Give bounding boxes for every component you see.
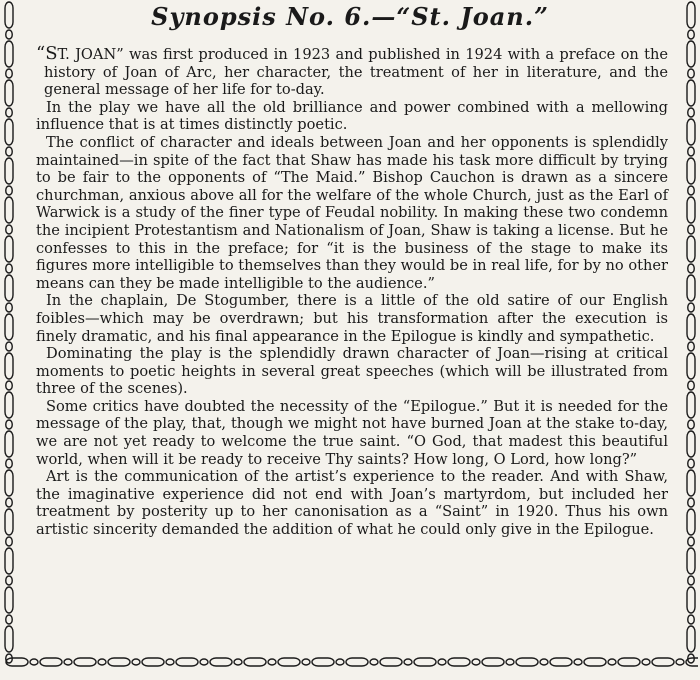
- paragraph: Some critics have doubted the necessity of the “Epilogue.” But it is needed for the message of the play, that, though we might not have burned Joan at the stake to-day, we are not yet ready to welcome the true saint. “O God, that madest this beautiful world, when will it be ready to receive Thy saints? How long, O Lord, how long?”: [36, 397, 668, 468]
- chain-border-right: [684, 0, 698, 668]
- drop-cap: “S: [36, 43, 58, 64]
- paragraph: The conflict of character and ideals between Joan and her opponents is splendidly maintained—in spite of the fact that Shaw has made his task more difficult by trying to be fair to the opponents of “The Maid.” Bishop Cauchon is drawn as a sincere churchman, anxious above all for the welfare of the whole Church, just as the Earl of Warwick is a study of the finer type of Feudal nobility. In making these two condemn the incipient Protestantism and Nationalism of Joan, Shaw is taking a license. But he confesses to this in the preface; for “it is the business of the stage to make its figures more intelligible to themselves than they would be in real life, for by no other means can they be made intelligible to the audience.”: [36, 133, 669, 292]
- paragraph: In the play we have all the old brilliance and power combined with a mellowing influence that is at times distinctly poetic.: [36, 98, 668, 134]
- paragraph: Dominating the play is the splendidly drawn character of Joan—rising at critical moments to poetic heights in several great speeches (which will be illustrated from three of the scenes).: [36, 345, 668, 398]
- page-title: Synopsis No. 6.—“St. Joan.”: [151, 2, 549, 31]
- paragraph: In the chaplain, De Stogumber, there is a little of the old satire of our English foibles—which may be overdrawn; but his transformation after the execution is finely dramatic, and his final appearance in the Epilogue is kindly and sympathetic.: [36, 292, 668, 345]
- paragraph: “ST. JOAN” was first produced in 1923 and published in 1924 with a preface on the history of Joan of Arc, her character, the treatment of her in literature, and the general message of her life for to-day.: [36, 43, 668, 99]
- chain-border-bottom: [2, 654, 698, 670]
- article-body: [36, 45, 668, 539]
- chain-border-left: [2, 0, 16, 668]
- paragraph: Art is the communication of the artist’s experience to the reader. And with Shaw, the imaginative experience did not end with Joan’s martyrdom, but included her treatment by posterity up to her canonisation as a “Saint” in 1920. Thus his own artistic sincerity demanded the addition of what he could only give in the Epilogue.: [36, 468, 668, 539]
